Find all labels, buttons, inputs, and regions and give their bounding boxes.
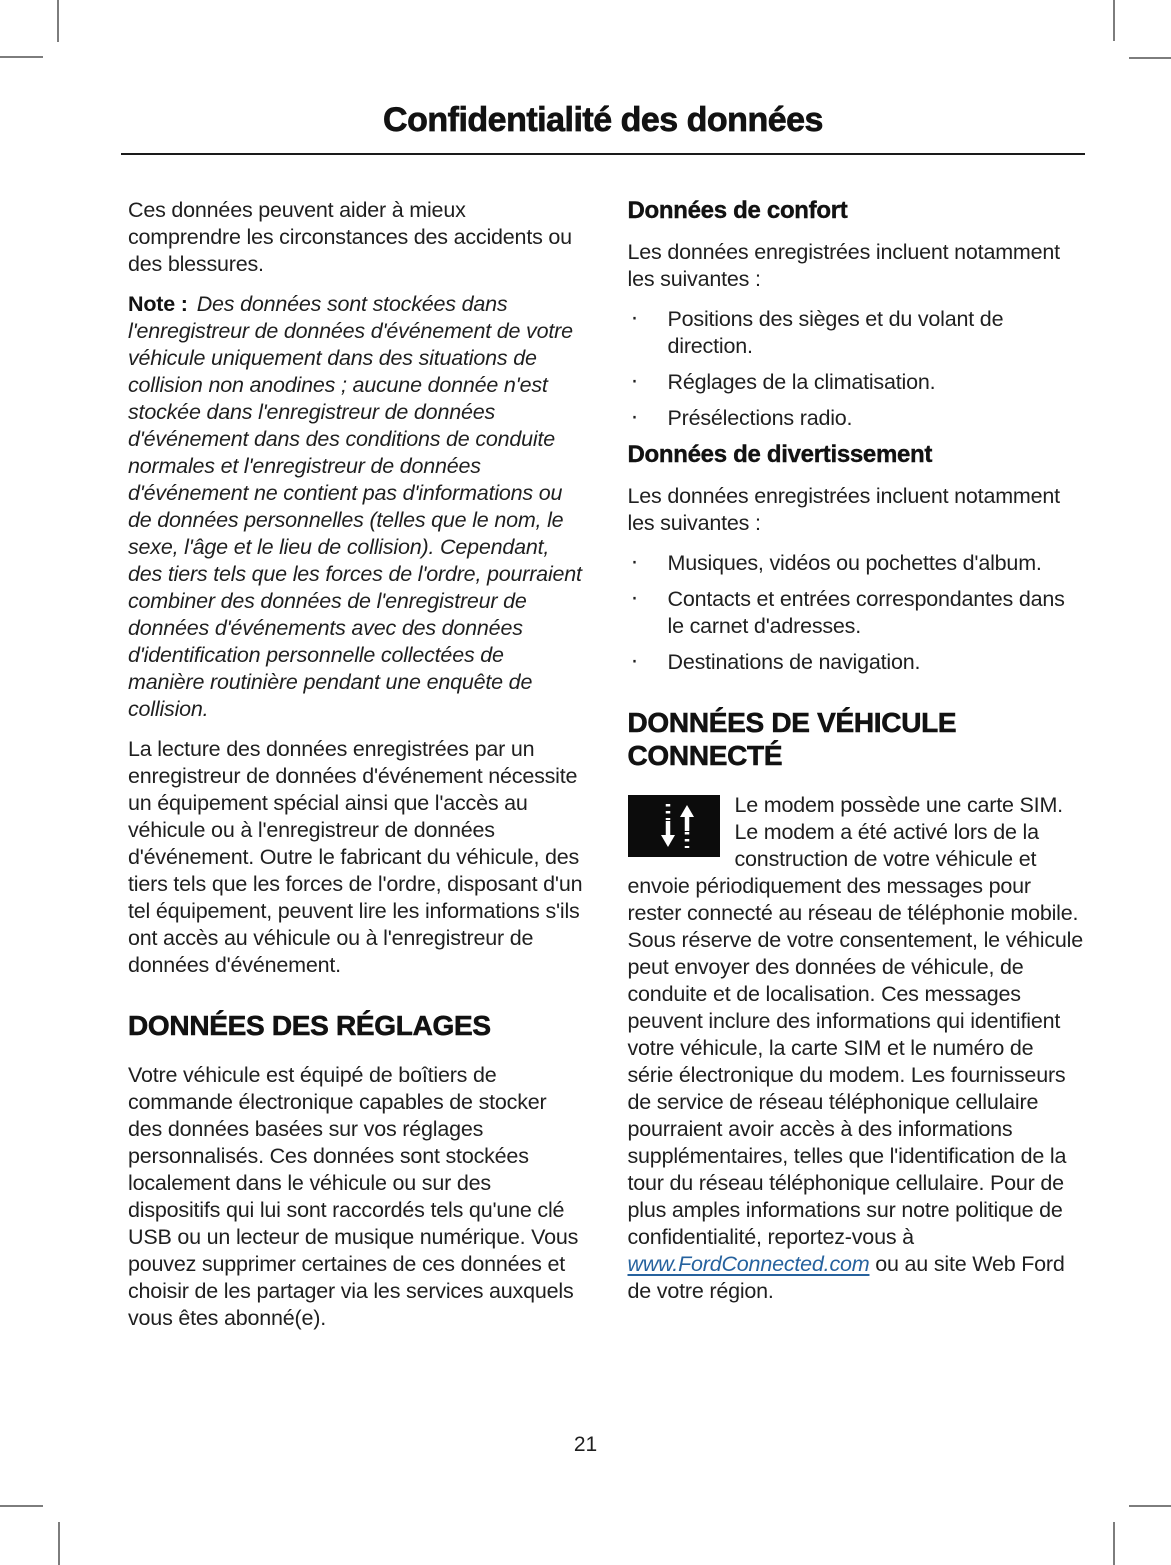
page-number: 21 (573, 1433, 598, 1456)
crop-mark-bottom-left-vertical (58, 1522, 60, 1565)
list-item (628, 405, 1084, 432)
list-item (628, 369, 1084, 396)
bullet-text: Contacts et entrées correspondantes dans le carnet d'adresses. (667, 587, 1065, 638)
entertainment-intro: Les données enregistrées incluent notamment les suivantes : (627, 484, 1060, 535)
connected-vehicle-text-after-link: ou au site Web Ford de votre région. (627, 1252, 1065, 1303)
bullet-text: Positions des sièges et du volant de direction. (667, 307, 1004, 358)
right-column (628, 197, 1084, 1345)
page-title: Confidentialité des données (383, 101, 823, 139)
paragraph-note (128, 291, 584, 723)
fordconnected-link[interactable]: www.FordConnected.com (627, 1252, 870, 1276)
bullet-dot-icon: · (630, 584, 639, 611)
bullet-text: Réglages de la climatisation. (667, 370, 936, 394)
heading-donnees-de-confort: Données de confort (627, 197, 848, 224)
heading-donnees-de-divertissement: Données de divertissement (627, 441, 933, 468)
bullet-text: Destinations de navigation. (667, 650, 921, 674)
bullet-dot-icon: · (630, 304, 639, 331)
left-column (128, 197, 584, 1345)
data-transfer-icon (628, 795, 720, 857)
bullet-dot-icon: · (630, 647, 639, 674)
paragraph-event-data-intro: Ces données peuvent aider à mieux comprendre les circonstances des accidents ou des blessures. (128, 198, 572, 276)
entertainment-bullet-list (628, 550, 1084, 676)
crop-mark-bottom-right-horizontal (1129, 1505, 1171, 1507)
bullet-text: Présélections radio. (667, 406, 853, 430)
list-item (628, 550, 1084, 577)
crop-mark-top-right-vertical (1113, 0, 1115, 41)
note-text: Des données sont stockées dans l'enregistreur de données d'événement de votre véhicule uniquement dans des situations de collision non anodines ; aucune donnée n'est stockée dans l'enregistreur de données d'événement dans des conditions de conduite normales et l'enregistreur de données d'événement ne contient pas d'informations ou de données personnelles (telles que le nom, le sexe, l'âge et le lieu de collision). Cependant, des tiers tels que les forces de l'ordre, pourraient combiner des données de l'enregistreur de données d'événements avec des données d'identification personnelle collectées de manière routinière pendant une enquête de collision. (128, 292, 582, 721)
heading-donnees-des-reglages: DONNÉES DES RÉGLAGES (128, 1010, 491, 1041)
page-content (128, 197, 1083, 1345)
crop-mark-top-left-vertical (57, 0, 59, 42)
bullet-text: Musiques, vidéos ou pochettes d'album. (667, 551, 1042, 575)
heading-donnees-de-vehicule-connecte: DONNÉES DE VÉHICULE CONNECTÉ (627, 707, 957, 771)
connected-vehicle-paragraph (628, 792, 1084, 1305)
note-label: Note : (128, 292, 188, 316)
comfort-bullet-list (628, 306, 1084, 432)
bullet-dot-icon: · (630, 403, 639, 430)
list-item (628, 306, 1084, 360)
page-header (121, 100, 1085, 155)
bullet-dot-icon: · (630, 367, 639, 394)
list-item (628, 586, 1084, 640)
crop-mark-top-right-horizontal (1129, 57, 1171, 59)
paragraph-event-data-reading: La lecture des données enregistrées par un enregistreur de données d'événement nécessite un équipement spécial ainsi que l'accès au véhicule ou à l'enregistreur de données d'événement. Outre le fabricant du véhicule, des tiers tels que les forces de l'ordre, disposant d'un tel équipement, peuvent lire les informations s'ils ont accès au véhicule ou à l'enregistreur de données d'événement. (128, 737, 583, 977)
crop-mark-top-left-horizontal (0, 56, 43, 58)
list-item (628, 649, 1084, 676)
connected-vehicle-text-before-link: Le modem possède une carte SIM. Le modem a été activé lors de la construction de votre véhicule et envoie périodiquement des messages pour rester connecté au réseau de téléphonie mobile. Sous réserve de votre consentement, le véhicule peut envoyer des données de véhicule, de conduite et de localisation. Ces messages peuvent inclure des informations qui identifient votre véhicule, la carte SIM et le numéro de série électronique du modem. Les fournisseurs de service de réseau téléphonique cellulaire pourraient avoir accès à des informations supplémentaires, telles que l'identification de la tour du réseau téléphonique cellulaire. Pour de plus amples informations sur notre politique de confidentialité, reportez-vous à (627, 793, 1083, 1249)
crop-mark-bottom-right-vertical (1113, 1522, 1115, 1565)
crop-mark-bottom-left-horizontal (0, 1505, 43, 1507)
paragraph-settings-data: Votre véhicule est équipé de boîtiers de commande électronique capables de stocker des données basées sur vos réglages personnalisés. Ces données sont stockées localement dans le véhicule ou sur des dispositifs qui lui sont raccordés tels qu'une clé USB ou un lecteur de musique numérique. Vous pouvez supprimer certaines de ces données et choisir de les partager via les services auxquels vous êtes abonné(e). (128, 1063, 579, 1330)
comfort-intro: Les données enregistrées incluent notamment les suivantes : (627, 240, 1060, 291)
bullet-dot-icon: · (630, 548, 639, 575)
header-divider (121, 153, 1085, 155)
